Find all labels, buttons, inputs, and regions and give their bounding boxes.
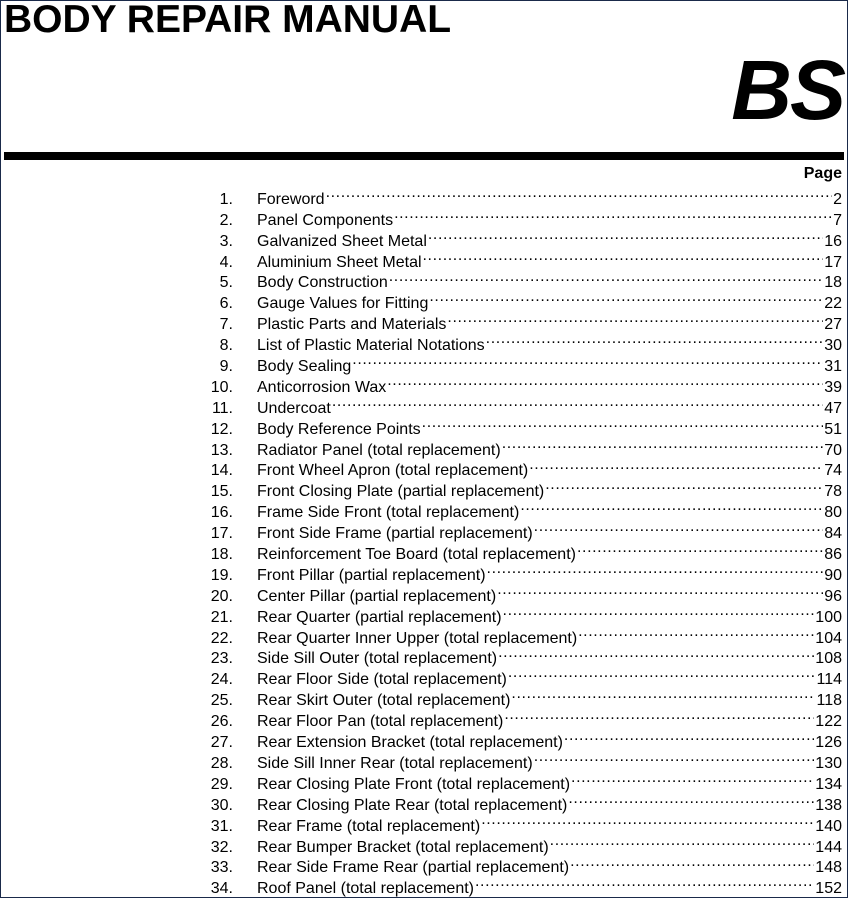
toc-entry-title[interactable]: Front Side Frame (partial replacement) bbox=[257, 525, 533, 543]
toc-entry-number: 17. bbox=[210, 525, 233, 543]
toc-entry-title[interactable]: Rear Closing Plate Front (total replacement) bbox=[257, 775, 571, 793]
toc-entry-number: 22. bbox=[210, 629, 233, 647]
toc-entry-number: 26. bbox=[210, 713, 233, 731]
toc-dot-leader bbox=[481, 810, 814, 831]
toc-entry-page[interactable]: 118 bbox=[816, 692, 842, 710]
toc-entry-number: 34. bbox=[210, 880, 233, 898]
toc-entry-number: 32. bbox=[210, 838, 233, 856]
toc-entry-title[interactable]: Plastic Parts and Materials bbox=[257, 316, 447, 334]
toc-entry-title[interactable]: Side Sill Inner Rear (total replacement) bbox=[257, 754, 533, 772]
toc-entry-number: 4. bbox=[219, 253, 233, 271]
toc-entry-page[interactable]: 74 bbox=[824, 462, 842, 480]
toc-entry-page[interactable]: 104 bbox=[815, 629, 842, 647]
toc-entry-page[interactable]: 39 bbox=[824, 378, 842, 396]
toc-entry-page[interactable]: 78 bbox=[824, 483, 842, 501]
toc-entry-number: 14. bbox=[210, 462, 233, 480]
toc-dot-leader bbox=[429, 287, 823, 308]
toc-entry-number: 18. bbox=[210, 546, 233, 564]
toc-entry-title[interactable]: Rear Floor Side (total replacement) bbox=[257, 671, 507, 689]
toc-entry-number: 1. bbox=[219, 190, 233, 208]
toc-entry-page[interactable]: 90 bbox=[824, 566, 842, 584]
toc-entry-page[interactable]: 134 bbox=[815, 775, 842, 793]
toc-entry-title[interactable]: Foreword bbox=[257, 190, 325, 208]
toc-entry-page[interactable]: 138 bbox=[815, 796, 842, 814]
toc-entry-title[interactable]: Rear Quarter Inner Upper (total replacement) bbox=[257, 629, 578, 647]
toc-entry-title[interactable]: Body Reference Points bbox=[257, 420, 421, 438]
toc-entry-number: 6. bbox=[219, 295, 233, 313]
toc-dot-leader bbox=[534, 517, 824, 538]
toc-dot-leader bbox=[428, 225, 823, 246]
toc-entry-number: 19. bbox=[210, 566, 233, 584]
toc-entry-number: 29. bbox=[210, 775, 233, 793]
toc-dot-leader bbox=[520, 496, 823, 517]
toc-dot-leader bbox=[534, 747, 815, 768]
toc-entry-title[interactable]: Rear Side Frame Rear (partial replacement) bbox=[257, 859, 570, 877]
toc-dot-leader bbox=[571, 768, 814, 789]
toc-entry-page[interactable]: 31 bbox=[824, 358, 842, 376]
toc-entry-number: 31. bbox=[210, 817, 233, 835]
toc-entry-page[interactable]: 130 bbox=[815, 754, 842, 772]
toc-entry-page[interactable]: 114 bbox=[816, 671, 842, 689]
toc-entry-page[interactable]: 140 bbox=[815, 817, 842, 835]
toc-entry-title[interactable]: Side Sill Outer (total replacement) bbox=[257, 650, 498, 668]
toc-entry-number: 20. bbox=[210, 587, 233, 605]
toc-entry-title[interactable]: Front Pillar (partial replacement) bbox=[257, 566, 486, 584]
toc-entry-number: 25. bbox=[210, 692, 233, 710]
toc-entry-number: 16. bbox=[210, 504, 233, 522]
toc-entry-title[interactable]: Rear Skirt Outer (total replacement) bbox=[257, 692, 511, 710]
toc-dot-leader bbox=[497, 580, 823, 601]
toc-dot-leader bbox=[486, 329, 824, 350]
toc-dot-leader bbox=[508, 663, 816, 684]
toc-entry-title[interactable]: Body Construction bbox=[257, 274, 388, 292]
toc-entry-page[interactable]: 144 bbox=[815, 838, 842, 856]
toc-dot-leader bbox=[498, 643, 814, 664]
toc-entry-title[interactable]: Rear Extension Bracket (total replacement) bbox=[257, 734, 563, 752]
toc-entry-page[interactable]: 16 bbox=[824, 232, 842, 250]
toc-dot-leader bbox=[487, 559, 824, 580]
page-column-header: Page bbox=[803, 165, 842, 182]
manual-title: BODY REPAIR MANUAL bbox=[4, 0, 452, 41]
toc-entry-page[interactable]: 2 bbox=[833, 190, 842, 208]
toc-dot-leader bbox=[545, 475, 823, 496]
toc-entry-title[interactable]: Frame Side Front (total replacement) bbox=[257, 504, 520, 522]
toc-entry-number: 8. bbox=[219, 337, 233, 355]
toc-entry-number: 13. bbox=[210, 441, 233, 459]
toc-entry-number: 27. bbox=[210, 734, 233, 752]
toc-entry[interactable] bbox=[200, 183, 842, 208]
toc-dot-leader bbox=[577, 538, 823, 559]
toc-dot-leader bbox=[511, 684, 815, 705]
toc-entry-page[interactable]: 122 bbox=[815, 713, 842, 731]
toc-entry-page[interactable]: 84 bbox=[824, 525, 842, 543]
toc-dot-leader bbox=[447, 308, 823, 329]
section-code: BS bbox=[731, 43, 844, 137]
toc-entry-page[interactable]: 18 bbox=[824, 274, 842, 292]
toc-entry-page[interactable]: 17 bbox=[824, 253, 842, 271]
toc-entry-title[interactable]: Radiator Panel (total replacement) bbox=[257, 441, 501, 459]
toc-entry-number: 10. bbox=[210, 378, 233, 396]
toc-entry-number: 2. bbox=[219, 211, 233, 229]
table-of-contents bbox=[200, 183, 842, 898]
toc-entry-page[interactable]: 51 bbox=[824, 420, 842, 438]
toc-entry-title[interactable]: Panel Components bbox=[257, 211, 394, 229]
toc-entry-number: 7. bbox=[219, 316, 233, 334]
toc-entry-page[interactable]: 7 bbox=[833, 211, 842, 229]
toc-entry-number: 24. bbox=[210, 671, 233, 689]
toc-entry-page[interactable]: 22 bbox=[824, 295, 842, 313]
toc-entry-page[interactable]: 30 bbox=[824, 337, 842, 355]
toc-dot-leader bbox=[326, 183, 833, 204]
toc-entry-title[interactable]: List of Plastic Material Notations bbox=[257, 337, 485, 355]
toc-entry-title[interactable]: Galvanized Sheet Metal bbox=[257, 232, 427, 250]
toc-entry-number: 28. bbox=[210, 754, 233, 772]
toc-entry-title[interactable]: Undercoat bbox=[257, 399, 331, 417]
toc-entry-page[interactable]: 108 bbox=[815, 650, 842, 668]
toc-dot-leader bbox=[578, 622, 814, 643]
toc-dot-leader bbox=[504, 705, 814, 726]
toc-entry-page[interactable]: 96 bbox=[824, 587, 842, 605]
toc-dot-leader bbox=[564, 726, 814, 747]
toc-entry-title[interactable]: Front Closing Plate (partial replacement) bbox=[257, 483, 545, 501]
toc-entry-number: 15. bbox=[210, 483, 233, 501]
toc-entry-page[interactable]: 70 bbox=[824, 441, 842, 459]
toc-entry-title[interactable]: Anticorrosion Wax bbox=[257, 378, 387, 396]
toc-dot-leader bbox=[422, 413, 824, 434]
toc-entry-number: 11. bbox=[211, 399, 233, 417]
toc-entry-number: 33. bbox=[210, 859, 233, 877]
toc-entry-title[interactable]: Rear Bumper Bracket (total replacement) bbox=[257, 838, 549, 856]
toc-dot-leader bbox=[352, 350, 823, 371]
toc-entry-page[interactable]: 100 bbox=[815, 608, 842, 626]
toc-dot-leader bbox=[502, 434, 824, 455]
toc-entry-number: 3. bbox=[219, 232, 233, 250]
toc-dot-leader bbox=[529, 455, 823, 476]
toc-entry-page[interactable]: 27 bbox=[824, 316, 842, 334]
toc-entry-page[interactable]: 126 bbox=[815, 734, 842, 752]
toc-entry-title[interactable]: Gauge Values for Fitting bbox=[257, 295, 429, 313]
toc-entry-title[interactable]: Rear Quarter (partial replacement) bbox=[257, 608, 502, 626]
toc-entry-title[interactable]: Roof Panel (total replacement) bbox=[257, 880, 474, 898]
toc-entry-page[interactable]: 148 bbox=[815, 859, 842, 877]
toc-dot-leader bbox=[568, 789, 814, 810]
toc-dot-leader bbox=[503, 601, 815, 622]
toc-entry-title[interactable]: Rear Closing Plate Rear (total replacement) bbox=[257, 796, 568, 814]
toc-dot-leader bbox=[550, 831, 815, 852]
toc-dot-leader bbox=[332, 392, 823, 413]
toc-dot-leader bbox=[570, 852, 814, 873]
toc-entry-title[interactable]: Reinforcement Toe Board (total replacement) bbox=[257, 546, 576, 564]
toc-entry-title[interactable]: Center Pillar (partial replacement) bbox=[257, 587, 497, 605]
toc-entry-title[interactable]: Aluminium Sheet Metal bbox=[257, 253, 422, 271]
toc-entry-title[interactable]: Rear Frame (total replacement) bbox=[257, 817, 481, 835]
toc-entry-page[interactable]: 152 bbox=[815, 880, 842, 898]
toc-entry-page[interactable]: 80 bbox=[824, 504, 842, 522]
toc-entry-page[interactable]: 86 bbox=[824, 546, 842, 564]
toc-dot-leader bbox=[423, 246, 824, 267]
toc-dot-leader bbox=[394, 204, 832, 225]
toc-entry-number: 23. bbox=[210, 650, 233, 668]
toc-entry-title[interactable]: Front Wheel Apron (total replacement) bbox=[257, 462, 529, 480]
toc-entry-number: 9. bbox=[219, 358, 233, 376]
toc-dot-leader bbox=[475, 872, 814, 893]
toc-entry-number: 21. bbox=[210, 608, 233, 626]
toc-dot-leader bbox=[387, 371, 823, 392]
toc-entry-number: 30. bbox=[210, 796, 233, 814]
toc-entry-title[interactable]: Rear Floor Pan (total replacement) bbox=[257, 713, 504, 731]
toc-dot-leader bbox=[389, 267, 823, 288]
title-divider bbox=[4, 152, 844, 160]
toc-entry-title[interactable]: Body Sealing bbox=[257, 358, 352, 376]
toc-entry-number: 5. bbox=[219, 274, 233, 292]
toc-entry-page[interactable]: 47 bbox=[824, 399, 842, 417]
toc-entry-number: 12. bbox=[210, 420, 233, 438]
